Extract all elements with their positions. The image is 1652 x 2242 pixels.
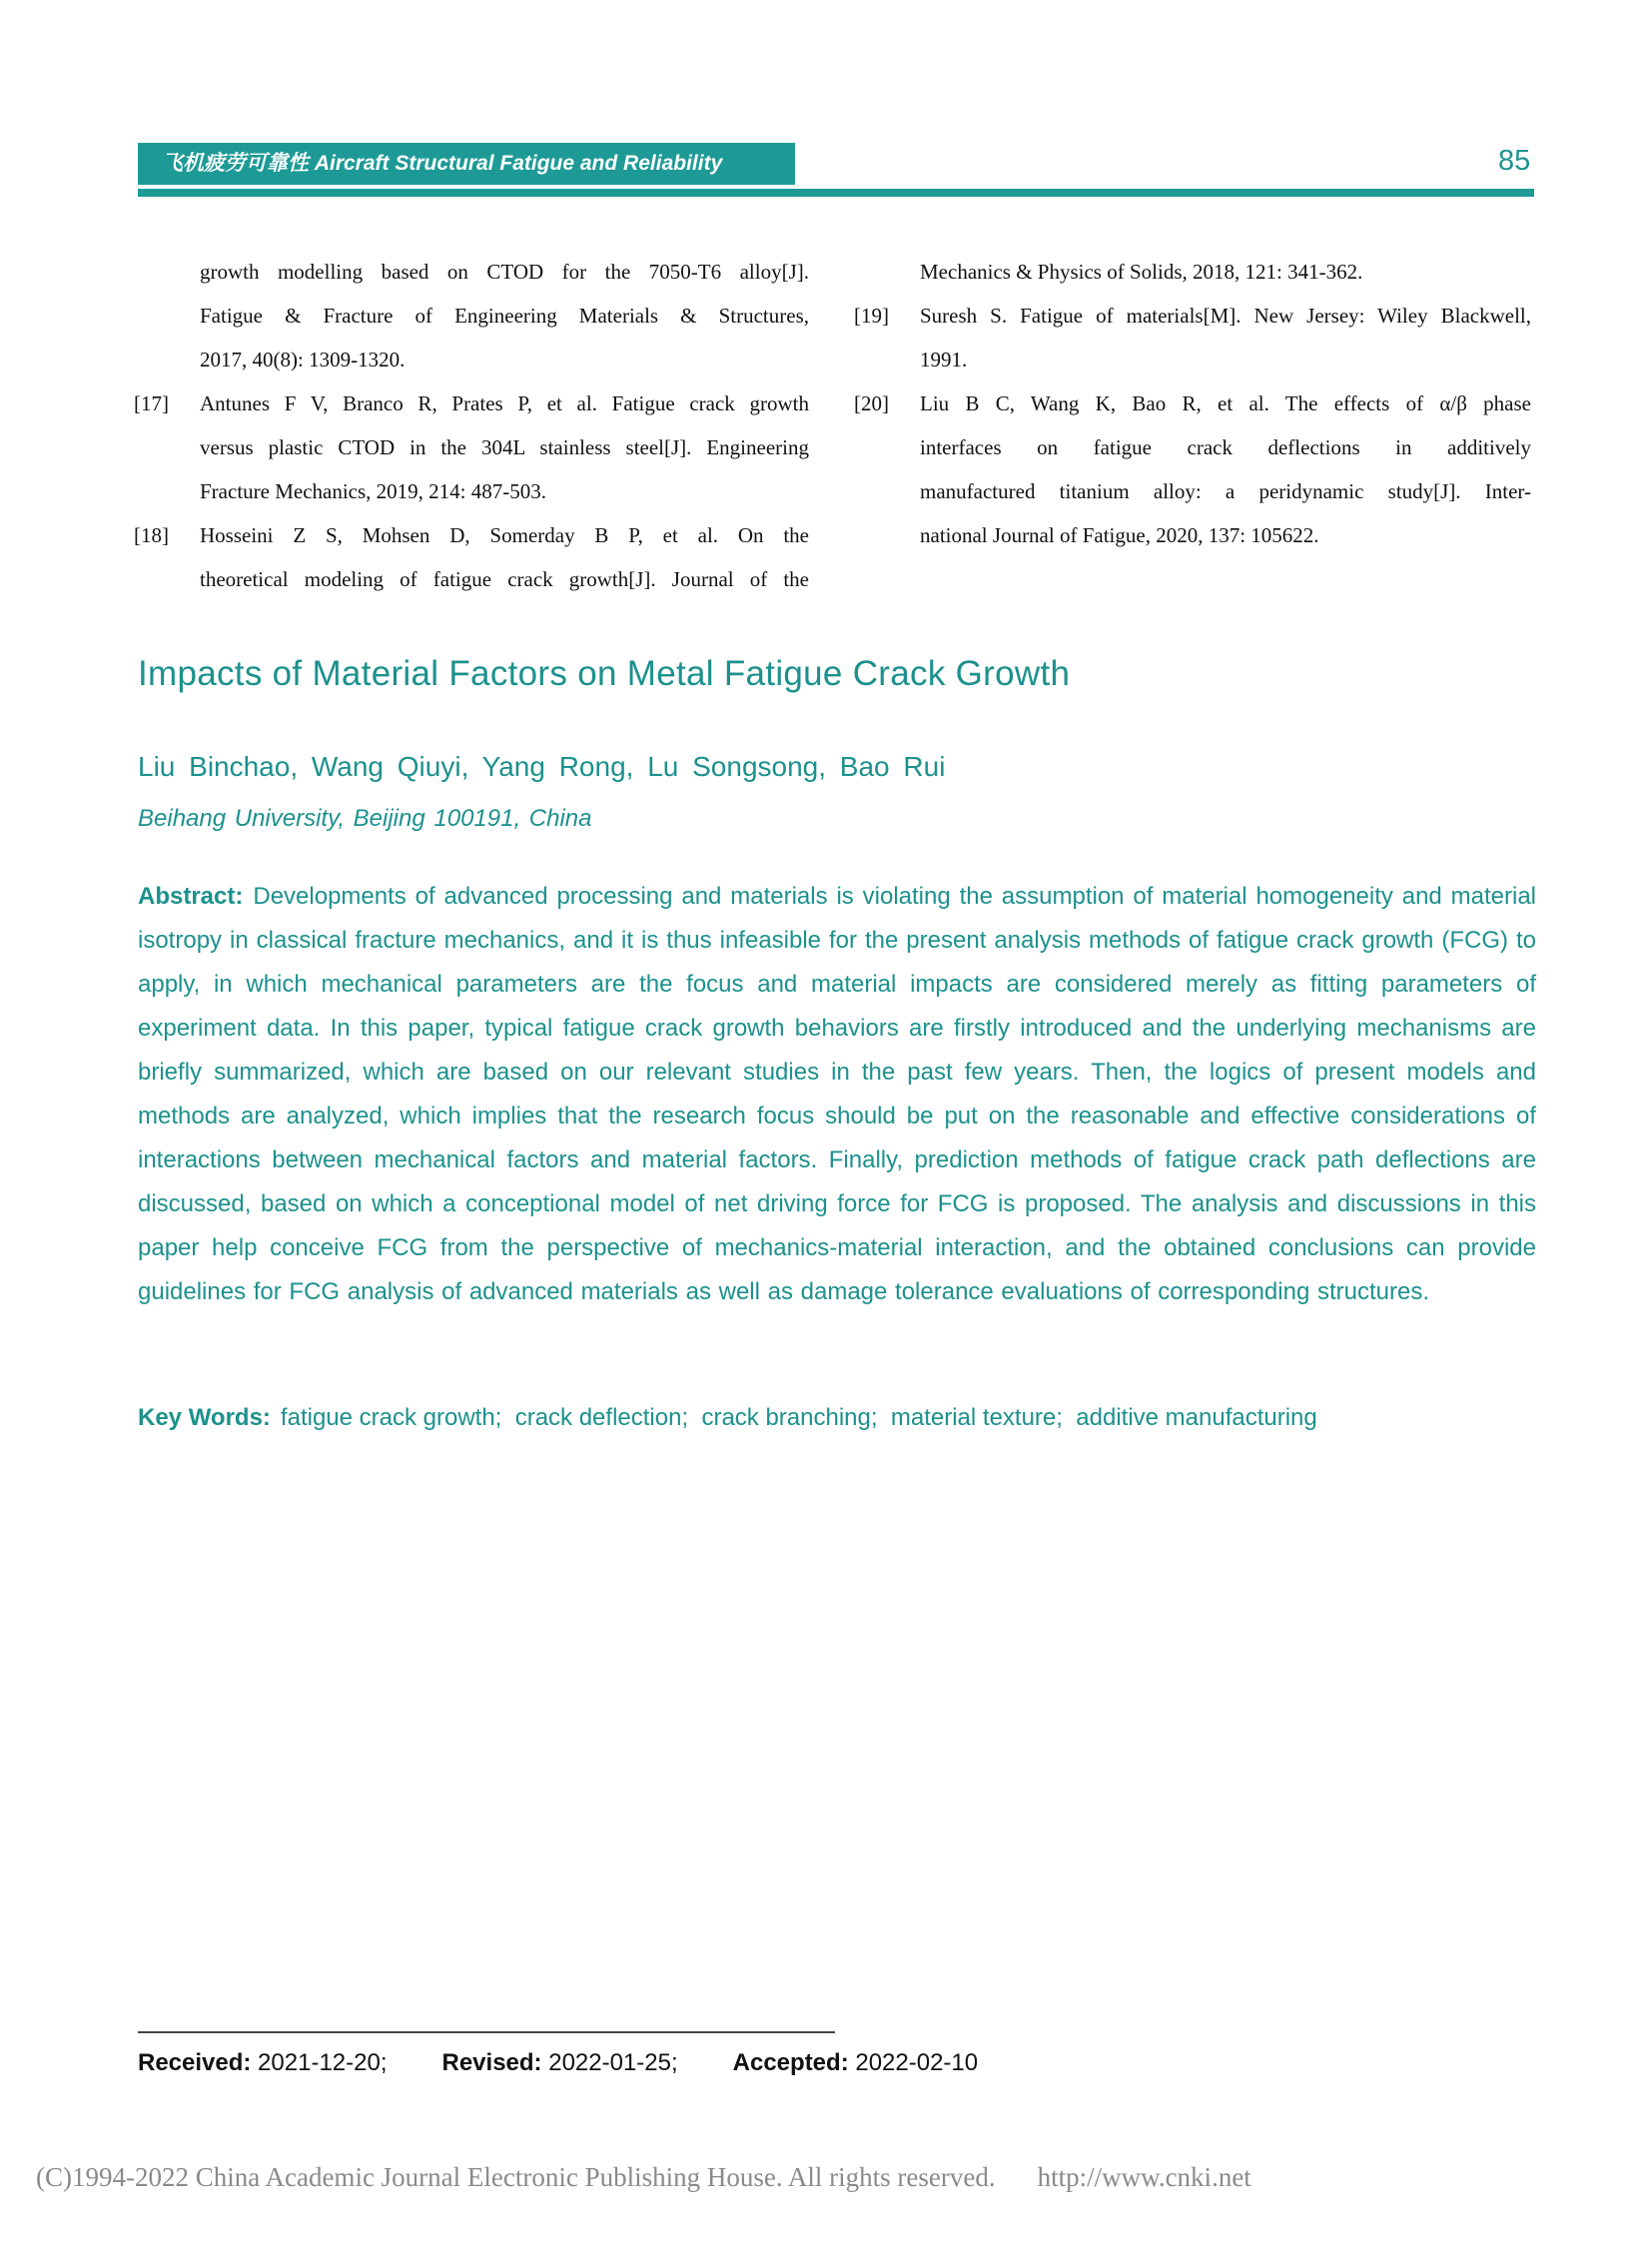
revised-date: 2022-01-25; [541,2049,678,2076]
reference-line [134,250,809,294]
journal-banner: 飞机疲劳可靠性 Aircraft Structural Fatigue and Reliability [138,143,795,185]
revised-label: Revised: [441,2049,542,2076]
reference-number [134,557,200,601]
reference-number: [18] [134,523,169,547]
reference-text: Suresh S. Fatigue of materials[M]. New Jersey: Wiley Blackwell, [920,304,1531,328]
reference-line [854,294,1531,338]
keywords-label: Key Words: [138,1404,271,1431]
reference-line [134,425,809,469]
page-number: 85 [1498,145,1531,177]
references-right-column [854,250,1531,557]
reference-line [854,425,1531,469]
received-label: Received: [138,2049,252,2076]
reference-text: 2017, 40(8): 1309-1320. [200,348,406,372]
reference-line [854,338,1531,381]
reference-line [134,513,809,557]
reference-number: [17] [134,391,169,415]
copyright-text: (C)1994-2022 China Academic Journal Electronic Publishing House. All rights reserved. [36,2162,996,2192]
reference-number [854,513,920,557]
reference-text: Liu B C, Wang K, Bao R, et al. The effects of α/β phase [920,391,1531,415]
reference-line [134,469,809,513]
reference-text: Antunes F V, Branco R, Prates P, et al. Fatigue crack growth [200,391,809,415]
article-affiliation: Beihang University, Beijing 100191, China [138,805,592,832]
cnki-url: http://www.cnki.net [1037,2162,1251,2192]
abstract-paragraph [138,875,1536,1314]
reference-line [134,557,809,601]
reference-number [134,338,200,381]
reference-text: Fatigue & Fracture of Engineering Materials & Structures, [200,304,809,328]
reference-text: theoretical modeling of fatigue crack growth[J]. Journal of the [200,567,809,591]
reference-line [854,513,1531,557]
dates-rule [138,2031,835,2033]
reference-line [854,381,1531,425]
reference-text: versus plastic CTOD in the 304L stainless steel[J]. Engineering [200,435,809,459]
abstract-label: Abstract: [138,883,244,910]
abstract-text: Developments of advanced processing and materials is violating the assumption of material homogeneity and material isotropy in classical fracture mechanics, and it is thus infeasible for the present analysis methods of fatigue crack growth (FCG) to apply, in which mechanical parameters are the focus and material impacts are considered merely as fitting parameters of experiment data. In this paper, typical fatigue crack growth behaviors are firstly introduced and the underlying mechanisms are briefly summarized, which are based on our relevant studies in the past few years. Then, the logics of present models and methods are analyzed, which implies that the research focus should be put on the reasonable and effective considerations of interactions between mechanical factors and material factors. Finally, prediction methods of fatigue crack path deflections are discussed, based on which a conceptional model of net driving force for FCG is proposed. The analysis and discussions in this paper help conceive FCG from the perspective of mechanics-material interaction, and the obtained conclusions can provide guidelines for FCG analysis of advanced materials as well as damage tolerance evaluations of corresponding structures. [138,883,1536,1305]
reference-number [134,250,200,294]
article-authors: Liu Binchao, Wang Qiuyi, Yang Rong, Lu Songsong, Bao Rui [138,751,946,782]
header-rule [138,189,1534,197]
dates-line [138,2049,978,2077]
reference-text: growth modelling based on CTOD for the 7050-T6 alloy[J]. [200,260,809,284]
reference-text: Mechanics & Physics of Solids, 2018, 121: 341-362. [920,260,1363,284]
reference-number: [19] [854,304,889,328]
reference-text: 1991. [920,348,968,372]
article-title: Impacts of Material Factors on Metal Fatigue Crack Growth [138,654,1071,693]
reference-text: Fracture Mechanics, 2019, 214: 487-503. [200,479,547,503]
accepted-label: Accepted: [732,2049,849,2076]
reference-line [134,381,809,425]
reference-line [134,294,809,338]
reference-number [854,338,920,381]
reference-number [854,425,920,469]
reference-number [134,294,200,338]
keywords-line [138,1398,1536,1438]
reference-text: national Journal of Fatigue, 2020, 137: 105622. [920,523,1319,547]
reference-number [854,250,920,294]
reference-number [854,469,920,513]
reference-text: interfaces on fatigue crack deflections in additively [920,435,1531,459]
reference-line [134,338,809,381]
received-date: 2021-12-20; [251,2049,388,2076]
accepted-date: 2022-02-10 [848,2049,979,2076]
reference-line [854,469,1531,513]
reference-number: [20] [854,391,889,415]
reference-line [854,250,1531,294]
keywords-text: fatigue crack growth; crack deflection; crack branching; material texture; additive manufacturing [280,1404,1317,1431]
reference-number [134,425,200,469]
references-left-column [134,250,809,601]
copyright-footer [36,2162,1251,2193]
reference-text: manufactured titanium alloy: a peridynamic study[J]. Inter- [920,479,1531,503]
reference-text: Hosseini Z S, Mohsen D, Somerday B P, et al. On the [200,523,809,547]
reference-number [134,469,200,513]
